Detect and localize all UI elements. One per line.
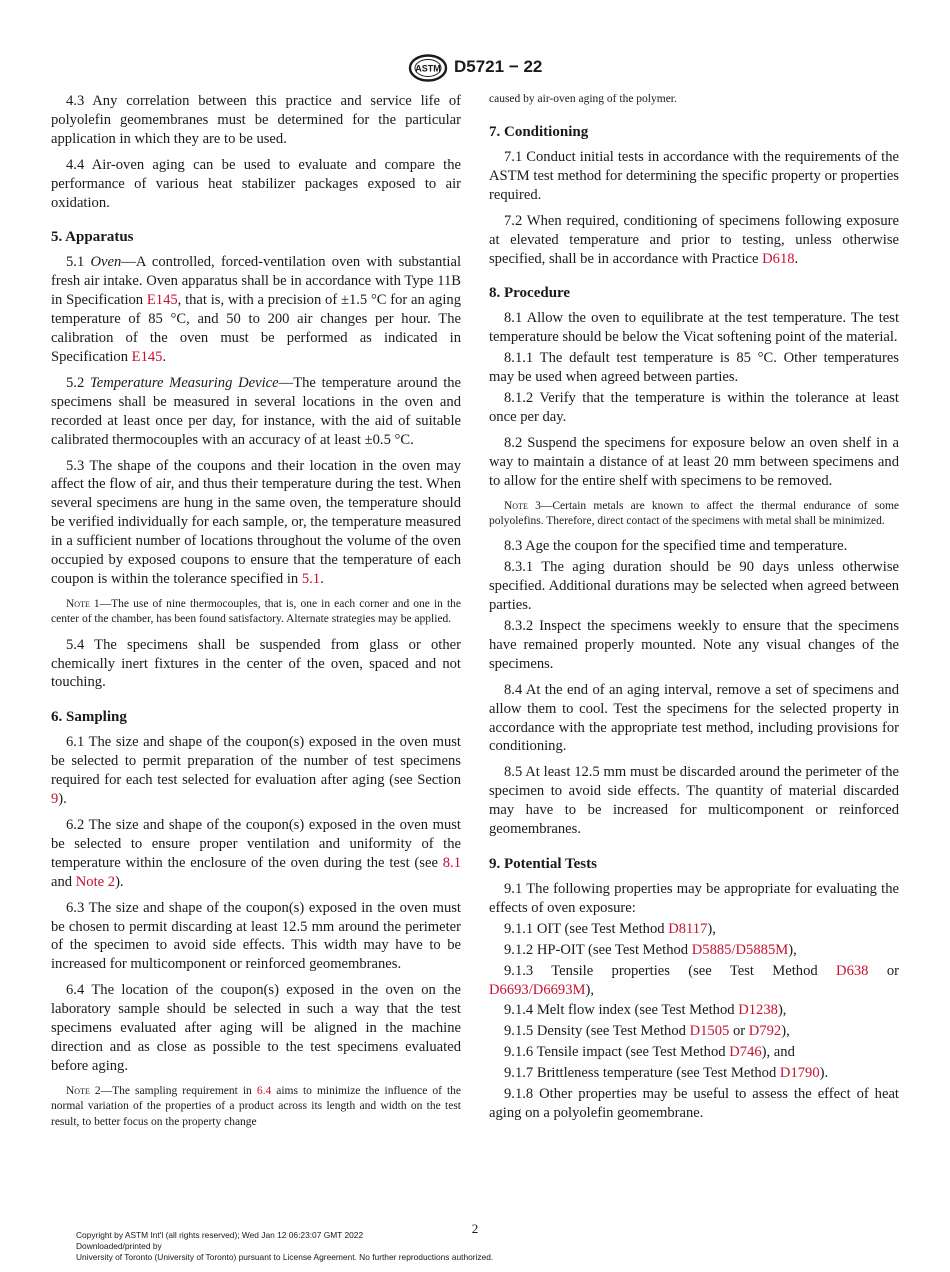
- para-8-2: 8.2 Suspend the specimens for exposure below an oven shelf in a way to maintain a distance of at least 20 mm between specimens and to allow for the entire shelf with specimens to be removed.: [489, 434, 899, 489]
- para-9-1-2: 9.1.2 HP-OIT (see Test Method D5885/D5885M),: [504, 941, 797, 958]
- note-2: Note 2—The sampling requirement in 6.4 aims to minimize the influence of the normal variation of the properties of a product across its length and width on the test result, to better focus on the property change: [51, 1084, 461, 1128]
- para-8-3: 8.3 Age the coupon for the specified time and temperature.: [504, 538, 848, 555]
- para-8-1-2: 8.1.2 Verify that the temperature is within the tolerance at least once per day.: [489, 390, 899, 425]
- para-4-4: 4.4 Air-oven aging can be used to evaluate and compare the performance of various heat stabilizer packages exposed to air oxidation.: [51, 156, 461, 211]
- para-6-3: 6.3 The size and shape of the coupon(s) exposed in the oven must be chosen to permit discarding at least 12.5 mm around the perimeter of the specimen to avoid side effects. This width may have to be increased for multicomponent or reinforced geomembranes.: [51, 899, 461, 973]
- heading-sampling: 6. Sampling: [51, 709, 127, 726]
- ref-link[interactable]: D1790: [779, 1065, 820, 1082]
- ref-link[interactable]: D1238: [738, 1002, 778, 1019]
- heading-procedure: 8. Procedure: [489, 285, 571, 302]
- para-5-2: 5.2 Temperature Measuring Device—The temperature around the specimens shall be measured in several locations in the oven and recorded at least once per day, for instance, with the aid of suitable calibrated thermocouples with an accuracy of at least ±0.5 °C.: [51, 374, 462, 448]
- para-9-1-3: 9.1.3 Tensile properties (see Test Method D638 or D6693/D6693M),: [489, 962, 899, 998]
- copyright-footer: [76, 1230, 493, 1263]
- para-6-4: 6.4 The location of the coupon(s) exposed in the oven on the laboratory sample should be selected in such a way that the test specimens evaluated after aging will be aligned in the machine direction and as close as possible to the test specimens evaluated before aging.: [51, 982, 461, 1074]
- ref-link[interactable]: D618: [762, 250, 795, 267]
- para-5-4: 5.4 The specimens shall be suspended from glass or other chemically inert fixtures in the center of the oven, spaced and not touching.: [51, 636, 461, 691]
- footer-line: Copyright by ASTM Int'l (all rights reserved); Wed Jan 12 06:23:07 GMT 2022: [76, 1230, 364, 1240]
- ref-link[interactable]: 8.1: [442, 854, 461, 871]
- para-9-1-1: 9.1.1 OIT (see Test Method D8117),: [504, 920, 716, 937]
- heading-conditioning: 7. Conditioning: [489, 124, 589, 140]
- para-8-1-1: 8.1.1 The default test temperature is 85 °C. Other temperatures may be used when agreed between parties.: [489, 350, 899, 386]
- para-9-1-4: 9.1.4 Melt flow index (see Test Method D1238),: [504, 1002, 787, 1019]
- para-5-1: 5.1 Oven—A controlled, forced-ventilation oven with substantial fresh air intake. Oven apparatus shall be in accordance with Type 11B in Specification E145, that is, with a precision of ±1.5 °C for an aging temperature of 85 °C, and 50 to 200 air changes per hour. The calibration of the oven must be performed as indicated in Specification E145.: [51, 254, 461, 365]
- para-8-3-1: 8.3.1 The aging duration should be 90 days unless otherwise specified. Additional durations may be selected when agreed between parties.: [489, 559, 899, 614]
- para-7-2: 7.2 When required, conditioning of specimens following exposure at elevated temperature and prior to testing, unless otherwise specified, shall be in accordance with Practice D618.: [489, 212, 899, 267]
- para-8-4: 8.4 At the end of an aging interval, remove a set of specimens and allow them to cool. Test the specimens for the selected property in accordance with the appropriate test method, including provisions for conditioning.: [489, 681, 899, 755]
- note-3: Note 3—Certain metals are known to affect the thermal endurance of some polyolefins. Therefore, direct contact of the specimens with metal shall be minimized.: [489, 499, 899, 527]
- para-4-3: 4.3 Any correlation between this practice and service life of polyolefin geomembranes must be determined for the particular application in which they are to be used.: [51, 93, 461, 147]
- ref-link[interactable]: 9: [51, 791, 59, 808]
- para-9-1-6: 9.1.6 Tensile impact (see Test Method D746), and: [504, 1044, 795, 1061]
- ref-link[interactable]: D6693/D6693M: [489, 981, 586, 998]
- ref-link[interactable]: 6.4: [256, 1084, 272, 1097]
- heading-apparatus: 5. Apparatus: [51, 229, 134, 246]
- para-9-1-8: 9.1.8 Other properties may be useful to assess the effect of heat aging on a polyolefin geomembrane.: [489, 1086, 899, 1121]
- ref-link[interactable]: D1505: [689, 1023, 730, 1040]
- para-5-3: 5.3 The shape of the coupons and their location in the oven may affect the flow of air, and thus their temperature during the test. When several specimens are hung in the same oven, the temperature should be verified individually for each sample, or, the temperature measured in a sufficient number of locations throughout the volume of the oven occupied by exposed coupons to ensure that the temperature of each coupon is within the tolerance specified in 5.1.: [51, 457, 461, 587]
- ref-link[interactable]: 5.1: [301, 570, 321, 587]
- ref-link[interactable]: D5885/D5885M: [691, 941, 789, 958]
- ref-link[interactable]: D792: [748, 1023, 782, 1040]
- svg-text:ASTM: ASTM: [415, 63, 441, 74]
- ref-link[interactable]: D746: [729, 1044, 762, 1061]
- page-number: 2: [471, 1221, 479, 1236]
- footer-line: Downloaded/printed by: [76, 1241, 162, 1251]
- astm-logo-icon: [408, 54, 448, 82]
- para-8-1: 8.1 Allow the oven to equilibrate at the test temperature. The test temperature should be below the Vicat softening point of the material.: [489, 310, 899, 346]
- ref-link[interactable]: Note 2: [75, 873, 116, 890]
- para-9-1-5: 9.1.5 Density (see Test Method D1505 or D792),: [504, 1023, 790, 1040]
- para-9-1: 9.1 The following properties may be appropriate for evaluating the effects of oven exposure:: [489, 881, 899, 916]
- note-2-continued: caused by air-oven aging of the polymer.: [489, 93, 677, 105]
- para-8-3-2: 8.3.2 Inspect the specimens weekly to ensure that the specimens have remained properly mounted. Note any visual changes of the specimens.: [489, 618, 899, 672]
- para-7-1: 7.1 Conduct initial tests in accordance with the requirements of the ASTM test method for determining the specific property or properties required.: [489, 149, 899, 203]
- ref-link[interactable]: D638: [836, 962, 869, 979]
- note-1: Note 1—The use of nine thermocouples, that is, one in each corner and one in the center of the chamber, has been found satisfactory. Alternate strategies may be applied.: [51, 597, 461, 626]
- ref-link[interactable]: E145: [146, 292, 178, 309]
- heading-potential-tests: 9. Potential Tests: [489, 856, 597, 872]
- para-6-2: 6.2 The size and shape of the coupon(s) exposed in the oven must be selected to ensure proper ventilation and uniformity of the temperature within the enclosure of the oven during the test (see 8.1 and Note 2).: [51, 817, 461, 890]
- right-column: [489, 92, 899, 1130]
- footer-line: University of Toronto (University of Toronto) pursuant to License Agreement. No further reproductions authorized.: [76, 1252, 494, 1262]
- para-8-5: 8.5 At least 12.5 mm must be discarded around the perimeter of the specimen to avoid side effects. The quantity of material discarded may have to be increased for multicomponent or reinforced geomembranes.: [489, 764, 899, 838]
- para-6-1: 6.1 The size and shape of the coupon(s) exposed in the oven must be selected to permit preparation of the number of test specimens required for each test selected for evaluation after aging (see Section 9).: [51, 734, 461, 808]
- ref-link[interactable]: D8117: [668, 920, 708, 937]
- document-id: D5721 − 22: [454, 57, 543, 76]
- ref-link[interactable]: E145: [131, 348, 163, 365]
- para-9-1-7: 9.1.7 Brittleness temperature (see Test Method D1790).: [504, 1065, 829, 1082]
- left-column: [51, 92, 461, 1138]
- page-header: [0, 54, 950, 84]
